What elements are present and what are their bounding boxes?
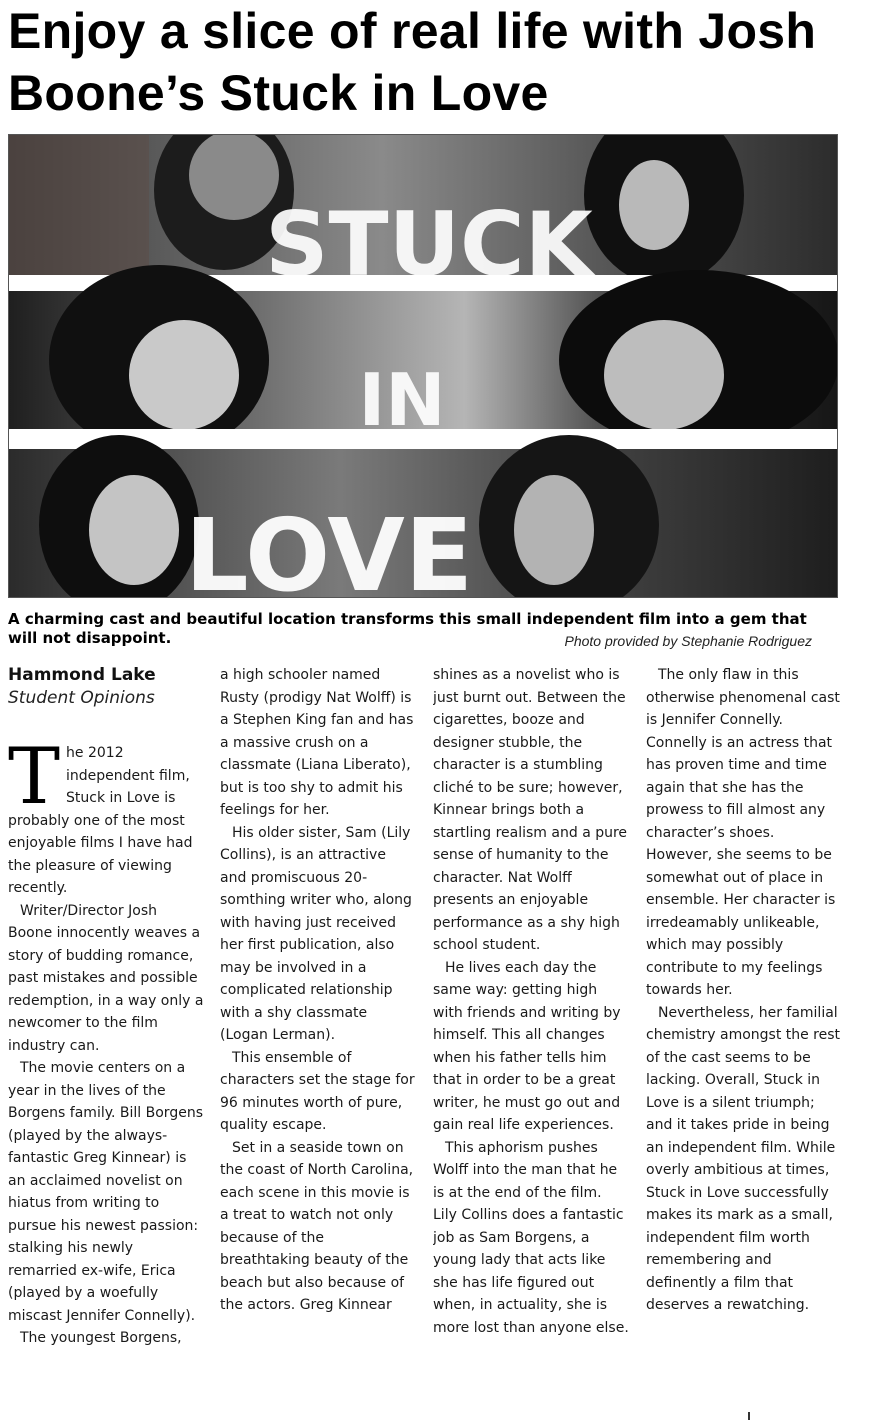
byline (8, 664, 208, 710)
headline: Enjoy a slice of real life with Josh Boone’s Stuck in Love (8, 3, 817, 121)
movie-poster-image (8, 134, 838, 598)
article-paragraph: The movie centers on a year in the lives of the Borgens family. Bill Borgens (played by the always-fantastic Greg Kinnear) is an acclaimed novelist on hiatus from writing to pursue his newest passion: stalking his newly remarried ex-wife, Erica (played by a woefully miscast Jennifer Connelly). (8, 1060, 203, 1324)
author-name: Hammond Lake (8, 665, 156, 685)
article-column-3 (433, 664, 629, 1414)
article-paragraph: Nevertheless, her familial chemistry amongst the rest of the cast seems to be lacking. Overall, Stuck in Love is a silent triumph; and it takes pride in being an independent film. While overly ambitious at times, Stuck in Love successfully makes its mark as a small, independent film worth remembering and definently a film that deserves a rewatching. (646, 1004, 841, 1313)
article-paragraph: The only flaw in this otherwise phenomenal cast is Jennifer Connelly. Connelly is an actress that has proven time and time again that she has the prowess to fill almost any character’s shoes. However, she seems to be somewhat out of place in ensemble. Her character is irredeamably unlikeable, which may possibly contribute to my feelings towards her. (646, 667, 840, 998)
article-paragraph: Set in a seaside town on the coast of North Carolina, each scene in this movie is a treat to watch not only because of the breathtaking beauty of the beach but also because of the actors. Greg Kinnear (220, 1139, 414, 1313)
article-column-2 (220, 664, 416, 1414)
photo-caption: A charming cast and beautiful location transforms this small independent film into a gem that will not disappoint. (8, 610, 807, 647)
article-paragraph: Writer/Director Josh Boone innocently weaves a story of budding romance, past mistakes and possible redemption, in a way only a newcomer to the film industry can. (8, 902, 204, 1054)
article-paragraph: He lives each day the same way: getting high with friends and writing by himself. This all changes when his father tells him that in order to be a great writer, he must go out and gain real life experiences. (433, 959, 621, 1133)
article-paragraph: shines as a novelist who is just burnt out. Between the cigarettes, booze and designer stubble, the character is a stumbling cliché to be sure; however, Kinnear brings both a startling realism and a pure sense of humanity to the character. Nat Wolff presents an enjoyable performance as a shy high school student. (433, 667, 628, 953)
article-paragraph: His older sister, Sam (Lily Collins), is an attractive and promiscuous 20-somthing writer who, along with having just received her first publication, also may be involved in a complicated relationship with a shy classmate (Logan Lerman). (220, 824, 412, 1043)
article-paragraph: This aphorism pushes Wolff into the man that he is at the end of the film. Lily Collins does a fantastic job as Sam Borgens, a young lady that acts like she has life figured out when, in actuality, she is more lost than anyone else. (433, 1139, 629, 1336)
poster-word-stuck: STUCK (265, 193, 593, 296)
poster-word-love: LOVE (184, 497, 474, 597)
article-paragraph: This ensemble of characters set the stage for 96 minutes worth of pure, quality escape. (220, 1049, 415, 1133)
drop-cap: T (8, 742, 61, 822)
article-paragraph: The youngest Borgens, (20, 1330, 182, 1346)
article-paragraph: The 2012 independent film, Stuck in Love is probably one of the most enjoyable films I have had the pleasure of viewing recently. (8, 742, 193, 896)
article-column-4 (646, 664, 842, 1414)
poster-word-in: IN (358, 358, 446, 442)
photo-credit: Photo provided by Stephanie Rodriguez (564, 633, 812, 649)
article-column-1 (8, 742, 204, 1414)
page-mark (748, 1412, 750, 1420)
article-paragraph: a high schooler named Rusty (prodigy Nat Wolff) is a Stephen King fan and has a massive crush on a classmate (Liana Liberato), but is too shy to admit his feelings for her. (220, 667, 414, 818)
section-name: Student Opinions (8, 688, 155, 708)
